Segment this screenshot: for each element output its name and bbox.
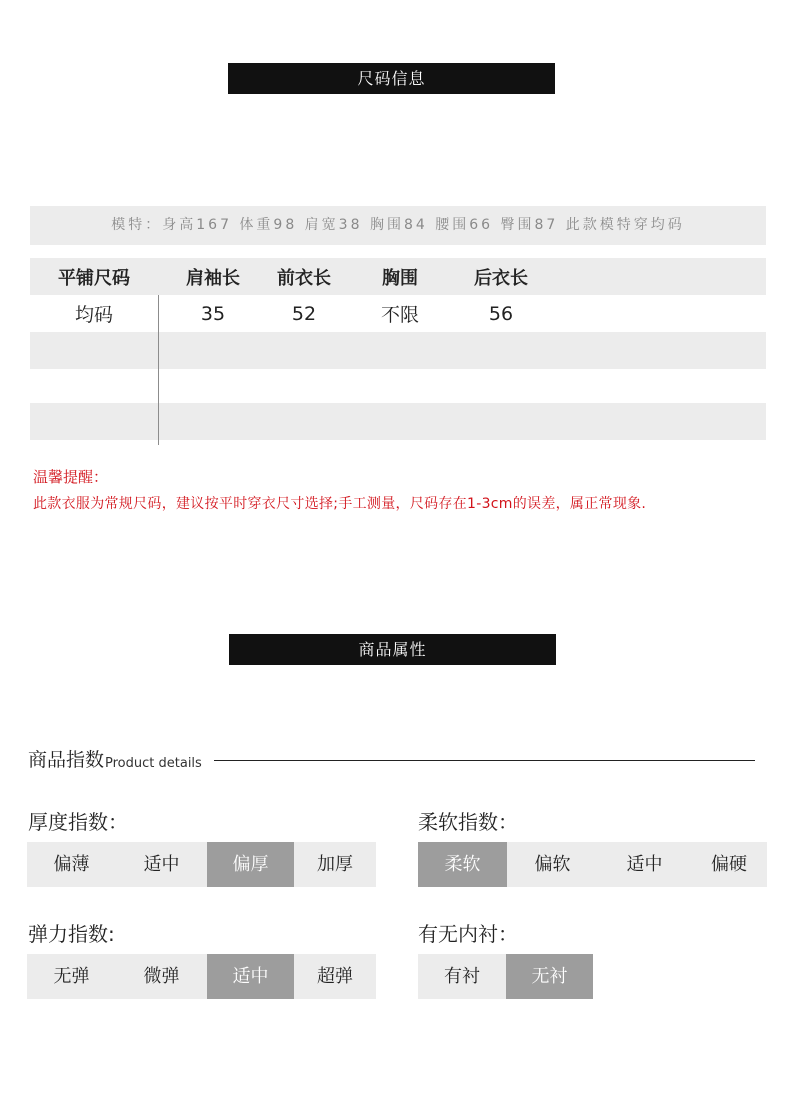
- header-back-length: 后衣长: [474, 267, 528, 289]
- table-row-empty: [30, 403, 766, 440]
- table-header-row: [30, 258, 766, 295]
- elasticity-option[interactable]: 微弹: [143, 966, 180, 987]
- softness-option[interactable]: 适中: [626, 854, 663, 875]
- softness-option[interactable]: 偏软: [534, 854, 571, 875]
- thickness-options: [27, 842, 376, 887]
- thickness-option[interactable]: 偏薄: [53, 854, 90, 875]
- details-heading-cn: 商品指数: [28, 749, 105, 771]
- softness-label: 柔软指数：: [418, 810, 518, 834]
- cell-front-length: 52: [291, 302, 317, 325]
- table-row-empty: [30, 332, 766, 369]
- table-row-empty: [30, 369, 766, 403]
- lining-option[interactable]: 有衬: [444, 966, 480, 987]
- elasticity-option[interactable]: 无弹: [53, 966, 90, 987]
- softness-options: [418, 842, 767, 887]
- softness-option[interactable]: 偏硬: [711, 854, 747, 875]
- product-attributes-title: 商品属性: [229, 634, 556, 665]
- header-front-length: 前衣长: [277, 267, 331, 289]
- details-divider: [214, 760, 755, 761]
- header-bust: 胸围: [382, 267, 418, 289]
- table-row: [30, 295, 766, 332]
- lining-option[interactable]: 无衬: [506, 954, 593, 999]
- size-info-title: 尺码信息: [228, 63, 555, 94]
- elasticity-options: [27, 954, 376, 999]
- cell-back-length: 56: [488, 302, 514, 325]
- tip-body: 此款衣服为常规尺码，建议按平时穿衣尺寸选择;手工测量，尺码存在1-3cm的误差，属正常现象.: [33, 496, 647, 512]
- lining-options: [418, 954, 593, 999]
- cell-bust: 不限: [380, 304, 419, 326]
- elasticity-label: 弹力指数:: [28, 922, 115, 946]
- product-details-heading: [28, 745, 202, 772]
- size-table: [30, 258, 766, 440]
- thickness-option[interactable]: 加厚: [317, 854, 353, 875]
- softness-option[interactable]: 柔软: [418, 842, 507, 887]
- model-info: 模特：身高167 体重98 肩宽38 胸围84 腰围66 臀围87 此款模特穿均码: [30, 206, 766, 245]
- header-size: 平铺尺码: [58, 267, 130, 289]
- cell-shoulder-sleeve: 35: [200, 302, 226, 325]
- elasticity-option[interactable]: 超弹: [317, 966, 353, 987]
- tip-title: 温馨提醒：: [33, 468, 109, 486]
- details-heading-en: Product details: [105, 756, 202, 771]
- elasticity-option[interactable]: 适中: [207, 954, 294, 999]
- thickness-option[interactable]: 适中: [143, 854, 180, 875]
- lining-label: 有无内衬：: [418, 922, 518, 946]
- header-shoulder-sleeve: 肩袖长: [186, 267, 240, 289]
- table-divider: [158, 295, 159, 445]
- thickness-label: 厚度指数：: [28, 810, 128, 834]
- thickness-option[interactable]: 偏厚: [207, 842, 294, 887]
- cell-size: 均码: [74, 304, 113, 326]
